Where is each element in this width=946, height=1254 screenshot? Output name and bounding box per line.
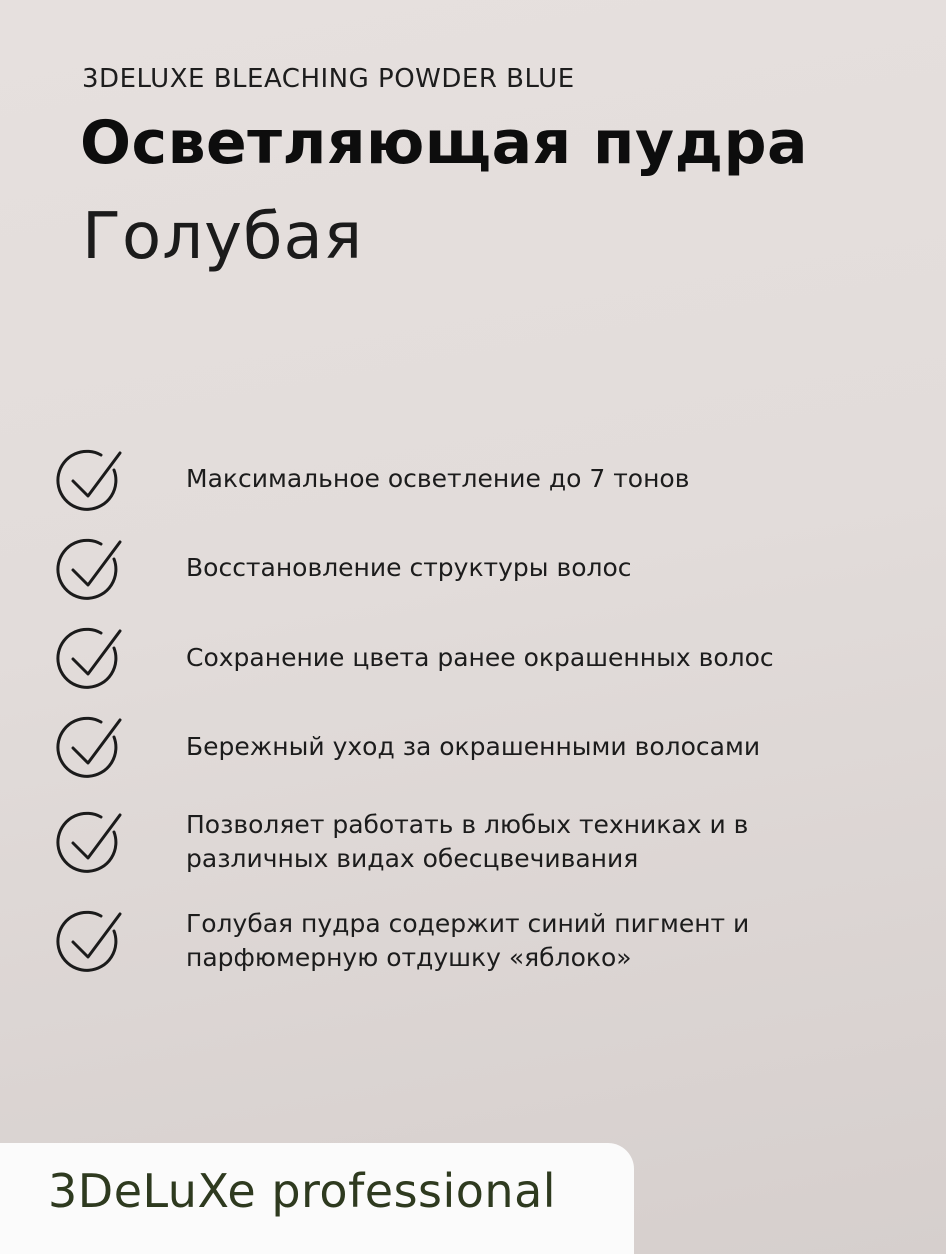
product-variant: Голубая xyxy=(82,200,364,274)
check-circle-icon xyxy=(56,446,126,516)
product-name-en: 3DELUXE BLEACHING POWDER BLUE xyxy=(82,64,575,94)
benefit-text: Восстановление структуры волос xyxy=(186,553,632,582)
benefit-text: Позволяет работать в любых техниках и в различных видах обесцвечивания xyxy=(186,810,749,873)
benefit-text: Сохранение цвета ранее окрашенных волос xyxy=(186,643,774,672)
check-circle-icon xyxy=(56,624,126,694)
check-circle-icon xyxy=(56,808,126,878)
check-circle-icon xyxy=(56,535,126,605)
benefit-text: Максимальное осветление до 7 тонов xyxy=(186,464,690,493)
check-circle-icon xyxy=(56,713,126,783)
brand-name: 3DeLuXe professional xyxy=(48,1164,557,1218)
benefit-text: Голубая пудра содержит синий пигмент и парфюмерную отдушку «яблоко» xyxy=(186,909,750,972)
benefit-text: Бережный уход за окрашенными волосами xyxy=(186,732,761,761)
page-title: Осветляющая пудра xyxy=(80,108,809,178)
check-circle-icon xyxy=(56,907,126,977)
